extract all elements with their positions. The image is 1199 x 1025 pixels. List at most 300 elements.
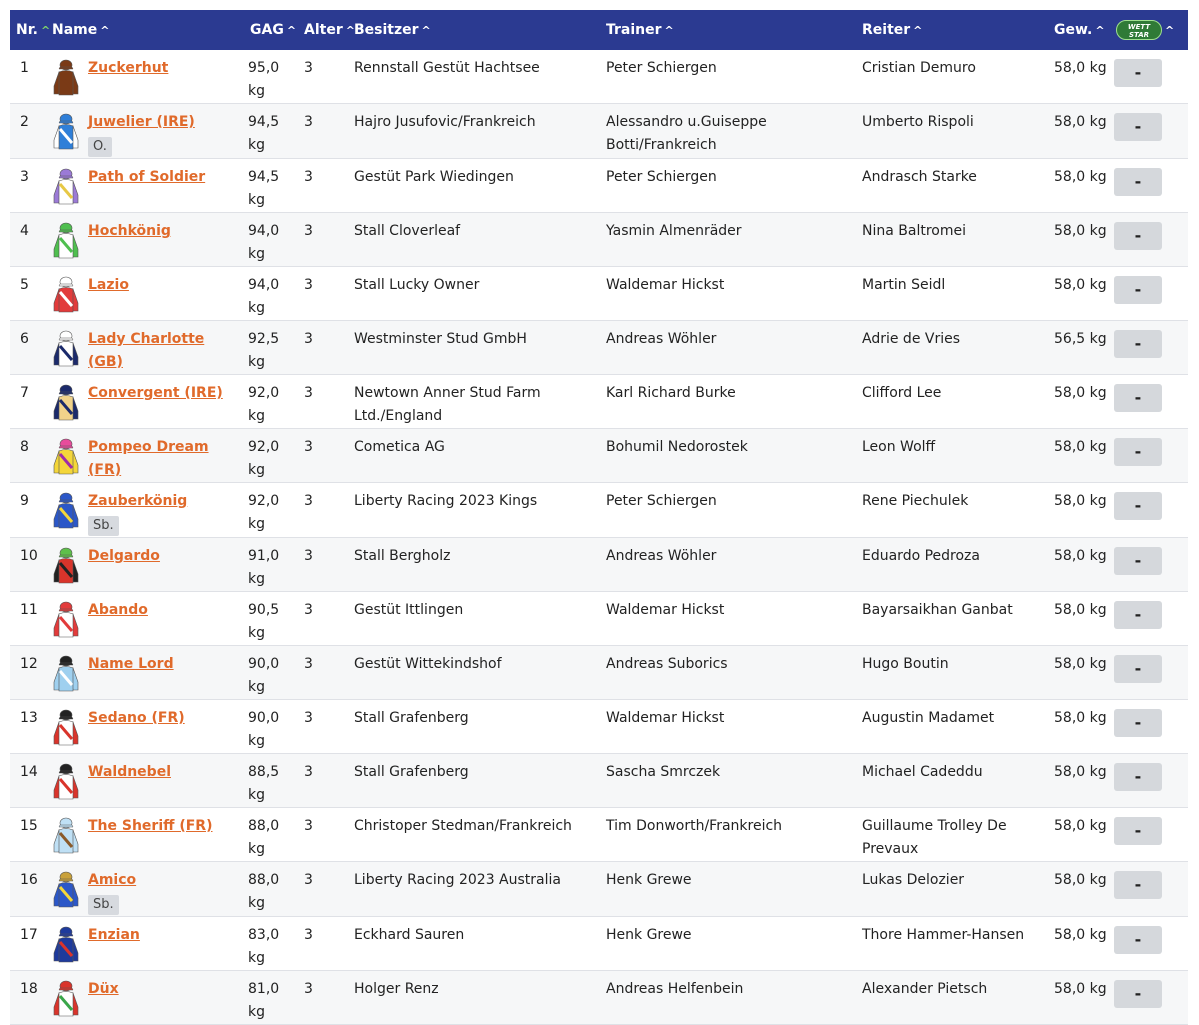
bet-button[interactable]: -	[1114, 763, 1162, 791]
cell-besitzer: Gestüt Park Wiedingen	[354, 169, 514, 185]
col-reiter[interactable]	[856, 10, 1048, 50]
silk-cap-peak	[59, 609, 73, 611]
cell-trainer: Bohumil Nedorostek	[606, 439, 748, 455]
silk-cap-peak	[59, 392, 73, 394]
cell-nr: 3	[20, 169, 29, 185]
cell-wettstar	[1112, 429, 1188, 483]
jockey-silk-icon	[50, 165, 82, 205]
table-row	[10, 754, 1188, 808]
cell-besitzer: Eckhard Sauren	[354, 927, 465, 943]
cell-gag: 81,0 kg	[248, 981, 280, 1020]
cell-gag: 94,5 kg	[248, 169, 280, 208]
bet-button[interactable]: -	[1114, 817, 1162, 845]
cell-alter: 3	[304, 169, 313, 185]
cell-name	[46, 971, 236, 1025]
cell-alter: 3	[304, 764, 313, 780]
silk-holder	[50, 977, 88, 1017]
horse-name-link[interactable]: Zuckerhut	[88, 60, 169, 76]
bet-button[interactable]: -	[1114, 655, 1162, 683]
cell-alter: 3	[304, 818, 313, 834]
horse-name-link[interactable]: Name Lord	[88, 656, 174, 672]
bet-button[interactable]: -	[1114, 168, 1162, 196]
silk-cap-peak	[59, 121, 73, 123]
cell-wettstar	[1112, 267, 1188, 321]
silk-holder	[50, 165, 88, 205]
cell-alter: 3	[304, 493, 313, 509]
bet-button[interactable]: -	[1114, 222, 1162, 250]
cell-besitzer: Hajro Jusufovic/Frankreich	[354, 114, 536, 130]
cell-gag: 91,0 kg	[248, 548, 280, 587]
cell-gag: 90,5 kg	[248, 602, 280, 641]
cell-besitzer: Gestüt Wittekindshof	[354, 656, 502, 672]
col-name[interactable]	[46, 10, 236, 50]
bet-button[interactable]: -	[1114, 59, 1162, 87]
jockey-silk-icon	[50, 219, 82, 259]
cell-reiter: Lukas Delozier	[862, 872, 965, 888]
table-row	[10, 917, 1188, 971]
silk-holder	[50, 327, 88, 367]
cell-gag: 88,5 kg	[248, 764, 280, 803]
jockey-silk-icon	[50, 923, 82, 963]
cell-reiter: Martin Seidl	[862, 277, 946, 293]
cell-gew: 58,0 kg	[1054, 656, 1107, 672]
silk-cap-peak	[59, 446, 73, 448]
jockey-silk-icon	[50, 760, 82, 800]
cell-besitzer: Newtown Anner Stud Farm Ltd./England	[354, 385, 541, 424]
cell-wettstar	[1112, 862, 1188, 917]
table-row	[10, 700, 1188, 754]
cell-besitzer: Stall Grafenberg	[354, 710, 469, 726]
jockey-silk-icon	[50, 706, 82, 746]
cell-nr: 1	[20, 60, 29, 76]
sort-up-icon: ^	[1095, 24, 1105, 37]
cell-gag: 92,5 kg	[248, 331, 280, 370]
cell-trainer: Tim Donworth/Frankreich	[606, 818, 783, 834]
cell-name	[46, 321, 236, 375]
horse-name-link[interactable]: Zauberkönig	[88, 493, 188, 509]
table-header	[10, 10, 1188, 50]
col-gag[interactable]	[236, 10, 300, 50]
cell-reiter: Andrasch Starke	[862, 169, 977, 185]
cell-name	[46, 375, 236, 429]
cell-gew: 58,0 kg	[1054, 493, 1107, 509]
cell-alter: 3	[304, 872, 313, 888]
horse-name-link[interactable]: Sedano (FR)	[88, 710, 185, 726]
jockey-silk-icon	[50, 977, 82, 1017]
col-gew[interactable]	[1048, 10, 1112, 50]
cell-nr: 16	[20, 872, 38, 888]
cell-gew: 58,0 kg	[1054, 385, 1107, 401]
cell-reiter: Augustin Madamet	[862, 710, 995, 726]
cell-nr: 12	[20, 656, 38, 672]
cell-name	[46, 104, 236, 159]
table-row	[10, 50, 1188, 104]
cell-gag: 92,0 kg	[248, 439, 280, 478]
horse-name-link[interactable]: Enzian	[88, 927, 140, 943]
cell-alter: 3	[304, 223, 313, 239]
col-besitzer[interactable]	[345, 10, 600, 50]
cell-gew: 58,0 kg	[1054, 927, 1107, 943]
horse-name-link[interactable]: Amico	[88, 872, 137, 888]
cell-nr: 8	[20, 439, 29, 455]
jockey-silk-icon	[50, 327, 82, 367]
cell-gew: 58,0 kg	[1054, 818, 1107, 834]
silk-holder	[50, 706, 88, 746]
equipment-tag: Sb.	[88, 516, 119, 536]
cell-nr: 6	[20, 331, 29, 347]
col-name-label: Name	[52, 22, 98, 38]
cell-trainer: Henk Grewe	[606, 927, 692, 943]
cell-name	[46, 700, 236, 754]
horse-name-link[interactable]: Path of Soldier	[88, 169, 206, 185]
silk-holder	[50, 381, 88, 421]
cell-nr: 4	[20, 223, 29, 239]
cell-reiter: Hugo Boutin	[862, 656, 949, 672]
silk-holder	[50, 56, 88, 96]
silk-cap-peak	[59, 934, 73, 936]
cell-besitzer: Gestüt Ittlingen	[354, 602, 464, 618]
cell-nr: 17	[20, 927, 38, 943]
silk-holder	[50, 110, 88, 150]
cell-gag: 88,0 kg	[248, 818, 280, 857]
silk-holder	[50, 923, 88, 963]
silk-cap-peak	[59, 988, 73, 990]
silk-cap-peak	[59, 555, 73, 557]
cell-besitzer: Stall Bergholz	[354, 548, 451, 564]
sort-up-icon: ^	[1165, 24, 1175, 37]
cell-wettstar	[1112, 538, 1188, 592]
jockey-silk-icon	[50, 868, 82, 908]
silk-holder	[50, 219, 88, 259]
silk-cap-peak	[59, 771, 73, 773]
sort-up-icon: ^	[100, 24, 110, 37]
cell-trainer: Sascha Smrczek	[606, 764, 721, 780]
cell-besitzer: Stall Cloverleaf	[354, 223, 461, 239]
cell-nr: 7	[20, 385, 29, 401]
cell-name	[46, 538, 236, 592]
horse-name-link[interactable]: Pompeo Dream (FR)	[88, 439, 209, 478]
cell-gag: 92,0 kg	[248, 385, 280, 424]
cell-wettstar	[1112, 592, 1188, 646]
cell-trainer: Peter Schiergen	[606, 169, 717, 185]
silk-cap-peak	[59, 879, 73, 881]
cell-nr: 15	[20, 818, 38, 834]
cell-wettstar	[1112, 808, 1188, 862]
cell-gag: 83,0 kg	[248, 927, 280, 966]
horse-name-link[interactable]: Lazio	[88, 277, 129, 293]
horse-name-link[interactable]: Juwelier (IRE)	[88, 114, 195, 130]
table-row	[10, 646, 1188, 700]
cell-gag: 95,0 kg	[248, 60, 280, 99]
jockey-silk-icon	[50, 598, 82, 638]
cell-nr: 10	[20, 548, 38, 564]
silk-holder	[50, 652, 88, 692]
cell-gag: 94,0 kg	[248, 223, 280, 262]
cell-reiter: Michael Cadeddu	[862, 764, 983, 780]
col-nr-label: Nr.	[16, 22, 38, 38]
cell-nr: 9	[20, 493, 29, 509]
table-row	[10, 971, 1188, 1025]
cell-name	[46, 159, 236, 213]
table-row	[10, 862, 1188, 917]
cell-wettstar	[1112, 483, 1188, 538]
cell-alter: 3	[304, 114, 313, 130]
cell-trainer: Karl Richard Burke	[606, 385, 736, 401]
wettstar-logo-bottom: STAR	[1128, 31, 1150, 39]
col-alter-label: Alter	[304, 22, 343, 38]
cell-gew: 58,0 kg	[1054, 223, 1107, 239]
cell-trainer: Andreas Wöhler	[606, 331, 717, 347]
cell-trainer: Henk Grewe	[606, 872, 692, 888]
silk-holder	[50, 489, 88, 529]
cell-alter: 3	[304, 385, 313, 401]
runners-table	[10, 10, 1188, 1025]
silk-cap-peak	[59, 67, 73, 69]
cell-gag: 88,0 kg	[248, 872, 280, 911]
sort-up-icon: ^	[664, 24, 674, 37]
horse-name-link[interactable]: Waldnebel	[88, 764, 171, 780]
cell-reiter: Eduardo Pedroza	[862, 548, 980, 564]
cell-gew: 58,0 kg	[1054, 710, 1107, 726]
table-row	[10, 267, 1188, 321]
cell-trainer: Andreas Wöhler	[606, 548, 717, 564]
cell-wettstar	[1112, 104, 1188, 159]
cell-nr: 18	[20, 981, 38, 997]
col-wettstar[interactable]	[1112, 10, 1188, 50]
horse-name-link[interactable]: The Sheriff (FR)	[88, 818, 213, 834]
cell-nr: 2	[20, 114, 29, 130]
col-besitzer-label: Besitzer	[354, 22, 419, 38]
cell-reiter: Adrie de Vries	[862, 331, 961, 347]
jockey-silk-icon	[50, 544, 82, 584]
col-trainer-label: Trainer	[606, 22, 662, 38]
cell-gew: 58,0 kg	[1054, 548, 1107, 564]
cell-besitzer: Cometica AG	[354, 439, 445, 455]
sort-up-icon: ^	[40, 24, 51, 37]
cell-reiter: Alexander Pietsch	[862, 981, 988, 997]
silk-cap-peak	[59, 717, 73, 719]
table-row	[10, 538, 1188, 592]
equipment-tag: O.	[88, 137, 112, 157]
silk-holder	[50, 814, 88, 854]
cell-gew: 58,0 kg	[1054, 60, 1107, 76]
cell-reiter: Umberto Rispoli	[862, 114, 974, 130]
silk-holder	[50, 435, 88, 475]
table-row	[10, 104, 1188, 159]
cell-gew: 58,0 kg	[1054, 277, 1107, 293]
cell-trainer: Peter Schiergen	[606, 60, 717, 76]
cell-wettstar	[1112, 213, 1188, 267]
col-alter[interactable]	[300, 10, 355, 50]
wettstar-logo	[1116, 20, 1162, 40]
bet-button[interactable]: -	[1114, 926, 1162, 954]
cell-name	[46, 267, 236, 321]
bet-button[interactable]: -	[1114, 276, 1162, 304]
col-nr[interactable]	[10, 10, 51, 50]
cell-trainer: Yasmin Almenräder	[606, 223, 742, 239]
cell-gew: 56,5 kg	[1054, 331, 1107, 347]
cell-gag: 92,0 kg	[248, 493, 280, 532]
table-row	[10, 375, 1188, 429]
horse-name-link[interactable]: Düx	[88, 981, 119, 997]
cell-alter: 3	[304, 710, 313, 726]
cell-gew: 58,0 kg	[1054, 114, 1107, 130]
equipment-tag: Sb.	[88, 895, 119, 915]
sort-up-icon: ^	[345, 24, 355, 37]
bet-button[interactable]: -	[1114, 980, 1162, 1008]
cell-alter: 3	[304, 927, 313, 943]
cell-besitzer: Liberty Racing 2023 Kings	[354, 493, 538, 509]
cell-gew: 58,0 kg	[1054, 764, 1107, 780]
cell-nr: 13	[20, 710, 38, 726]
bet-button[interactable]: -	[1114, 871, 1162, 899]
cell-nr: 14	[20, 764, 38, 780]
silk-holder	[50, 544, 88, 584]
silk-holder	[50, 273, 88, 313]
silk-cap-peak	[59, 338, 73, 340]
sort-up-icon: ^	[421, 24, 431, 37]
table-row	[10, 321, 1188, 375]
jockey-silk-icon	[50, 110, 82, 150]
silk-cap-peak	[59, 176, 73, 178]
bet-button[interactable]: -	[1114, 709, 1162, 737]
bet-button[interactable]: -	[1114, 492, 1162, 520]
jockey-silk-icon	[50, 814, 82, 854]
jockey-silk-icon	[50, 652, 82, 692]
cell-name	[46, 862, 236, 917]
cell-gew: 58,0 kg	[1054, 602, 1107, 618]
cell-name	[46, 646, 236, 700]
table-row	[10, 213, 1188, 267]
cell-alter: 3	[304, 331, 313, 347]
silk-holder	[50, 868, 88, 908]
jockey-silk-icon	[50, 273, 82, 313]
jockey-silk-icon	[50, 435, 82, 475]
cell-besitzer: Stall Grafenberg	[354, 764, 469, 780]
jockey-silk-icon	[50, 381, 82, 421]
cell-wettstar	[1112, 700, 1188, 754]
cell-alter: 3	[304, 439, 313, 455]
cell-trainer: Waldemar Hickst	[606, 602, 725, 618]
cell-trainer: Andreas Helfenbein	[606, 981, 744, 997]
cell-wettstar	[1112, 321, 1188, 375]
cell-alter: 3	[304, 277, 313, 293]
silk-holder	[50, 598, 88, 638]
wettstar-logo-top: WETT	[1127, 23, 1151, 31]
silk-cap-peak	[59, 284, 73, 286]
cell-trainer: Andreas Suborics	[606, 656, 728, 672]
cell-gag: 94,0 kg	[248, 277, 280, 316]
cell-gag: 94,5 kg	[248, 114, 280, 153]
horse-name-link[interactable]: Hochkönig	[88, 223, 171, 239]
horse-name-link[interactable]: Lady Charlotte (GB)	[88, 331, 205, 370]
cell-reiter: Rene Piechulek	[862, 493, 969, 509]
cell-reiter: Nina Baltromei	[862, 223, 966, 239]
cell-alter: 3	[304, 981, 313, 997]
horse-name-link[interactable]: Delgardo	[88, 548, 160, 564]
cell-besitzer: Liberty Racing 2023 Australia	[354, 872, 561, 888]
horse-name-link[interactable]: Convergent (IRE)	[88, 385, 223, 401]
cell-gew: 58,0 kg	[1054, 439, 1107, 455]
sort-up-icon: ^	[286, 24, 297, 37]
col-gew-label: Gew.	[1054, 22, 1093, 38]
sort-up-icon: ^	[913, 24, 923, 37]
cell-alter: 3	[304, 602, 313, 618]
cell-trainer: Peter Schiergen	[606, 493, 717, 509]
cell-reiter: Cristian Demuro	[862, 60, 976, 76]
silk-cap-peak	[59, 230, 73, 232]
bet-button[interactable]: -	[1114, 330, 1162, 358]
col-reiter-label: Reiter	[862, 22, 911, 38]
cell-reiter: Leon Wolff	[862, 439, 936, 455]
cell-wettstar	[1112, 50, 1188, 104]
cell-name	[46, 429, 236, 483]
cell-name	[46, 592, 236, 646]
cell-name	[46, 917, 236, 971]
cell-gew: 58,0 kg	[1054, 981, 1107, 997]
cell-trainer: Waldemar Hickst	[606, 710, 725, 726]
bet-button[interactable]: -	[1114, 438, 1162, 466]
cell-wettstar	[1112, 159, 1188, 213]
cell-gew: 58,0 kg	[1054, 169, 1107, 185]
cell-wettstar	[1112, 754, 1188, 808]
silk-cap-peak	[59, 663, 73, 665]
cell-gag: 90,0 kg	[248, 656, 280, 695]
bet-button[interactable]: -	[1114, 601, 1162, 629]
cell-besitzer: Holger Renz	[354, 981, 439, 997]
cell-besitzer: Westminster Stud GmbH	[354, 331, 527, 347]
cell-besitzer: Rennstall Gestüt Hachtsee	[354, 60, 540, 76]
bet-button[interactable]: -	[1114, 113, 1162, 141]
cell-name	[46, 483, 236, 538]
table-row	[10, 159, 1188, 213]
table-row	[10, 808, 1188, 862]
bet-button[interactable]: -	[1114, 547, 1162, 575]
cell-besitzer: Christoper Stedman/Frankreich	[354, 818, 572, 834]
col-trainer[interactable]	[600, 10, 856, 50]
cell-reiter: Guillaume Trolley De Prevaux	[862, 818, 1007, 857]
silk-cap-peak	[59, 500, 73, 502]
cell-nr: 11	[20, 602, 38, 618]
jockey-silk-icon	[50, 56, 82, 96]
cell-wettstar	[1112, 917, 1188, 971]
table-row	[10, 592, 1188, 646]
bet-button[interactable]: -	[1114, 384, 1162, 412]
cell-alter: 3	[304, 548, 313, 564]
cell-name	[46, 50, 236, 104]
cell-reiter: Bayarsaikhan Ganbat	[862, 602, 1013, 618]
horse-name-link[interactable]: Abando	[88, 602, 148, 618]
cell-name	[46, 213, 236, 267]
silk-holder	[50, 760, 88, 800]
table-row	[10, 483, 1188, 538]
cell-gag: 90,0 kg	[248, 710, 280, 749]
cell-besitzer: Stall Lucky Owner	[354, 277, 480, 293]
col-gag-label: GAG	[250, 22, 284, 38]
jockey-silk-icon	[50, 489, 82, 529]
cell-nr: 5	[20, 277, 29, 293]
cell-wettstar	[1112, 646, 1188, 700]
starter-list	[10, 10, 1188, 1025]
silk-cap-peak	[59, 825, 73, 827]
cell-gew: 58,0 kg	[1054, 872, 1107, 888]
cell-trainer: Alessandro u.Guiseppe Botti/Frankreich	[606, 114, 767, 153]
cell-reiter: Thore Hammer-Hansen	[862, 927, 1025, 943]
cell-alter: 3	[304, 656, 313, 672]
table-row	[10, 429, 1188, 483]
cell-name	[46, 754, 236, 808]
cell-trainer: Waldemar Hickst	[606, 277, 725, 293]
